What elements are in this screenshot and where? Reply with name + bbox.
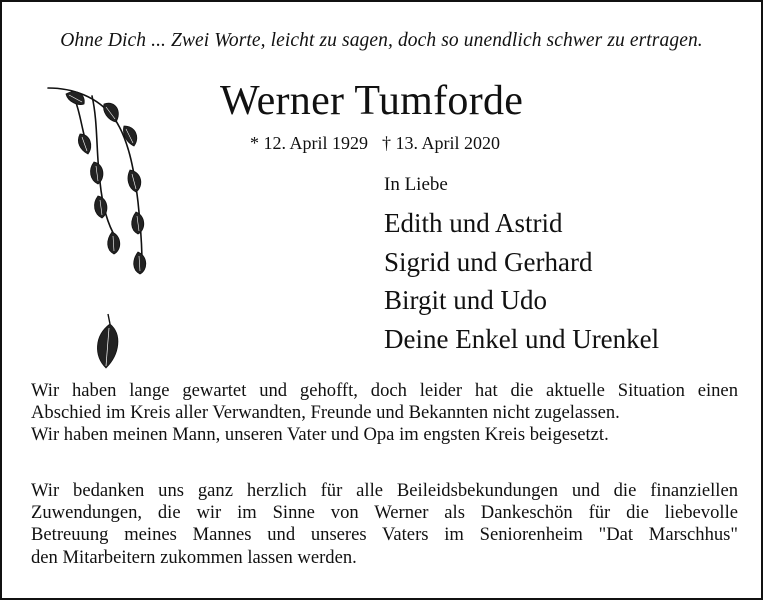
birth-date: * 12. April 1929 xyxy=(250,133,369,153)
paragraph-line: den Mitarbeitern zukommen lassen werden. xyxy=(31,546,357,568)
mourner-line: Deine Enkel und Urenkel xyxy=(384,323,660,354)
mourner-line: Birgit und Udo xyxy=(384,285,548,315)
paragraph-line: Wir bedanken uns ganz herzlich für alle Beileidsbekundungen und die finanziellen xyxy=(31,480,738,501)
deceased-name: Werner Tumforde xyxy=(220,78,524,124)
paragraph-line: Zuwendungen, die wir im Sinne von Werner als Dankeschön für die liebevolle xyxy=(31,502,738,524)
in-liebe-label: In Liebe xyxy=(384,174,448,195)
thanks-paragraph xyxy=(31,480,738,569)
life-dates xyxy=(250,133,500,154)
paragraph-line: Wir haben meinen Mann, unseren Vater und Opa im engsten Kreis beigesetzt. xyxy=(31,424,609,446)
mourner-line: Sigrid und Gerhard xyxy=(384,246,593,277)
paragraph-line: Betreuung meines Mannes und unseres Vaters im Seniorenheim "Dat Marschhus" xyxy=(31,524,738,546)
paragraph-line: Abschied im Kreis aller Verwandten, Freunde und Bekannten nicht zugelassen. xyxy=(31,402,620,424)
death-date: † 13. April 2020 xyxy=(382,133,501,153)
mourner-line: Edith und Astrid xyxy=(384,208,563,238)
funeral-paragraph xyxy=(31,380,738,447)
mourners-list xyxy=(384,204,659,358)
leaf-icon xyxy=(90,312,124,372)
paragraph-line: Wir haben lange gewartet und gehofft, doch leider hat die aktuelle Situation einen xyxy=(31,380,738,401)
motto: Ohne Dich ... Zwei Worte, leicht zu sagen, doch so unendlich schwer zu ertragen. xyxy=(60,30,703,51)
birch-branch-icon xyxy=(42,82,162,282)
